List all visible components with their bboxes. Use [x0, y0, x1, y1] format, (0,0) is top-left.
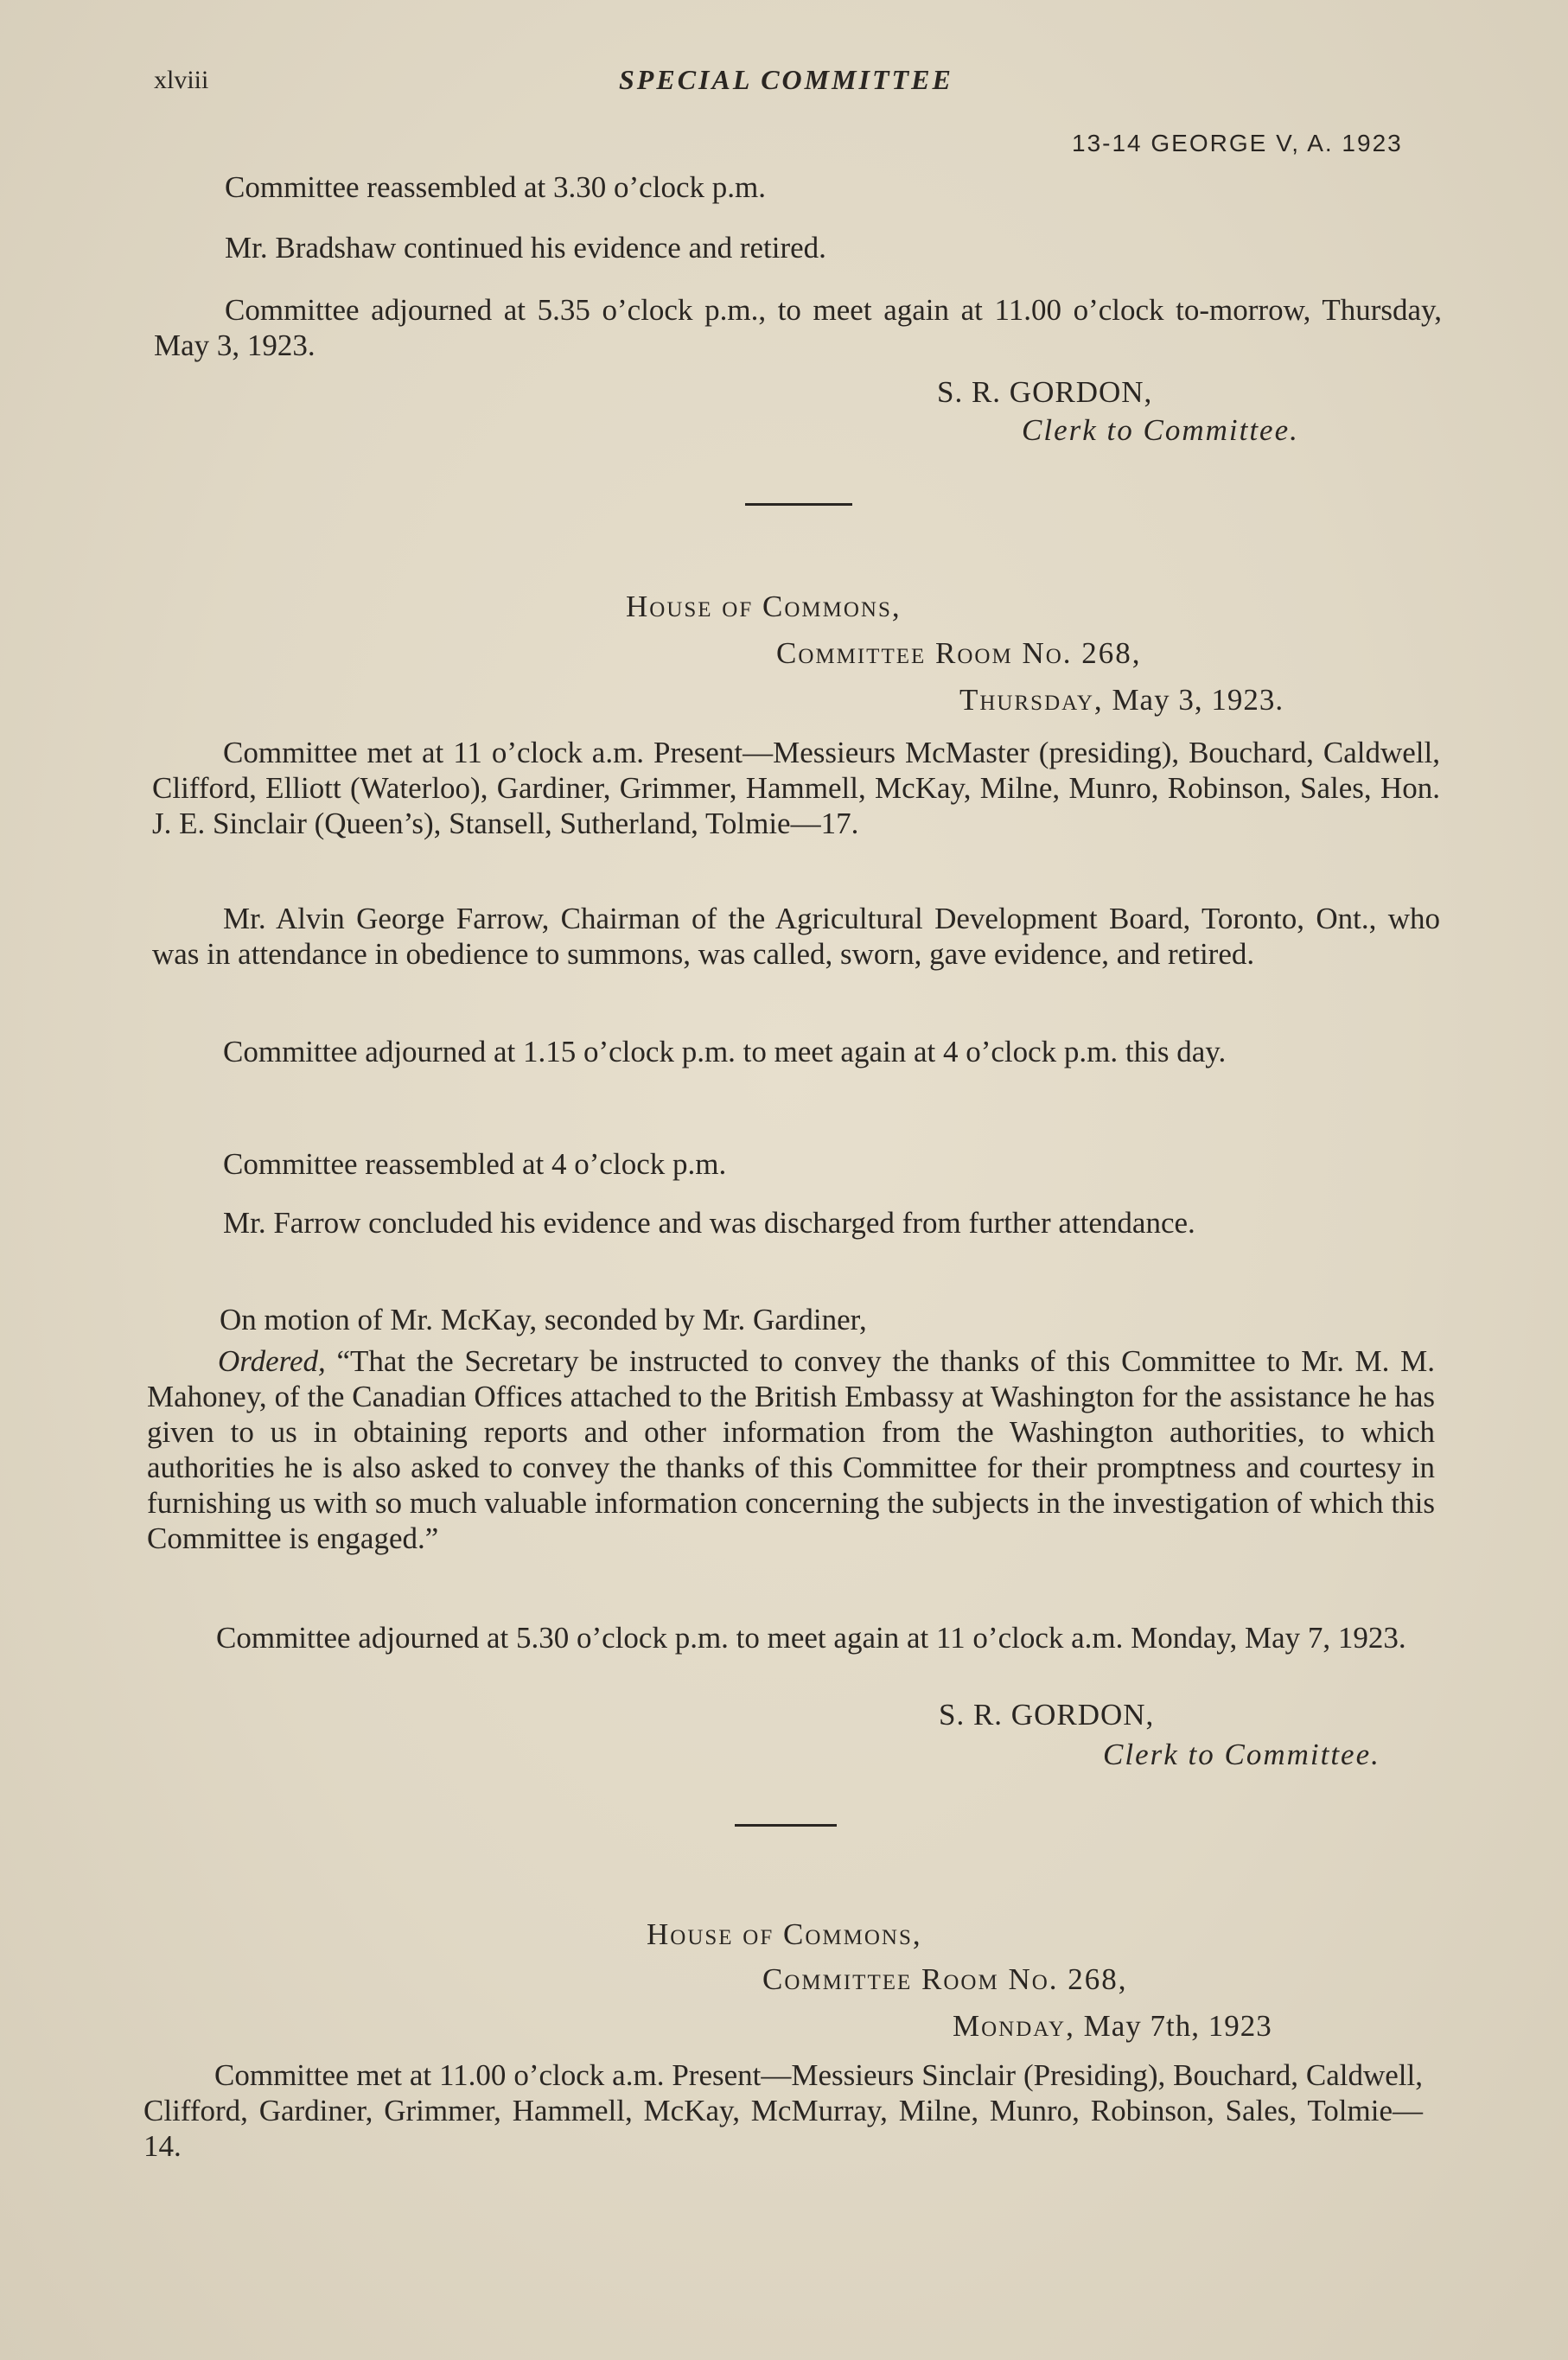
running-head: SPECIAL COMMITTEE [619, 64, 953, 95]
section2-paragraph [145, 1620, 1433, 1655]
section3-paragraph [143, 2057, 1423, 2164]
signature-name: S. R. GORDON, [937, 375, 1153, 409]
section1-paragraph [154, 169, 1442, 205]
section2-paragraph [152, 1205, 1440, 1241]
section3-day-text: Monday, [953, 2009, 1075, 2043]
section2-p8-text: Committee adjourned at 5.30 o’clock p.m. to meet again at 11 o’clock a.m. Monday, May 7, 1923. [216, 1621, 1406, 1655]
section1-p2-text: Mr. Bradshaw continued his evidence and retired. [225, 231, 826, 265]
section2-room-heading [776, 636, 1142, 671]
section2-p3-text: Committee adjourned at 1.15 o’clock p.m. to meet again at 4 o’clock p.m. this day. [223, 1035, 1227, 1068]
section2-house-heading [626, 590, 902, 624]
ordered-label: Ordered, [218, 1344, 326, 1378]
section2-p7-text: “That the Secretary be instructed to convey the thanks of this Committee to Mr. M. M. Mahoney, of the Canadian Offices attached to the British Embassy at Washington for the assistance he has given to us in obtaining reports and other information from the Washington authorities, to which authorities he is also asked to convey the thanks of this Committee for their promptness and courtesy in furnishing us with so much valuable information concerning the subjects in the investigation of which this Committee is engaged.” [147, 1344, 1436, 1555]
section2-paragraph [152, 1034, 1440, 1069]
section2-p1-text: Committee met at 11 o’clock a.m. Present—Messieurs McMaster (presiding), Bouchard, Caldwell, Clifford, Elliott (Waterloo), Gardiner, Grimmer, Hammell, McKay, Milne, Munro, Robinson, Sales, Hon. J. E. Sinclair (Queen’s), Stansell, Sutherland, Tolmie—17. [152, 736, 1440, 840]
section3-date-text: May 7th, 1923 [1083, 2009, 1272, 2043]
section2-order-paragraph [147, 1343, 1435, 1556]
section-divider [745, 503, 852, 506]
section3-room-text: Committee Room No. 268, [762, 1962, 1128, 1996]
session-label: 13-14 GEORGE V, A. 1923 [1072, 130, 1403, 156]
section2-paragraph [152, 901, 1440, 972]
signature-title: Clerk to Committee. [1103, 1738, 1380, 1771]
section3-house-heading [647, 1917, 922, 1952]
section2-p4-text: Committee reassembled at 4 o’clock p.m. [223, 1147, 727, 1181]
section2-p2-text: Mr. Alvin George Farrow, Chairman of the Agricultural Development Board, Toronto, Ont., who was in attendance in obedience to summons, was called, sworn, gave evidence, and retired. [152, 902, 1440, 971]
section1-p1-text: Committee reassembled at 3.30 o’clock p.m. [225, 170, 766, 204]
section2-room-text: Committee Room No. 268, [776, 636, 1142, 670]
section1-paragraph [154, 230, 1442, 265]
page-number: xlviii [154, 66, 209, 94]
section3-p1-text: Committee met at 11.00 o’clock a.m. Present—Messieurs Sinclair (Presiding), Bouchard, Caldwell, Clifford, Gardiner, Grimmer, Hammell, McKay, McMurray, Milne, Munro, Robinson, Sales, Tolmie—14. [143, 2058, 1423, 2163]
section2-paragraph [152, 1146, 1440, 1182]
section3-date-heading [953, 2009, 1272, 2044]
section2-date-heading [959, 683, 1284, 718]
signature-name: S. R. GORDON, [939, 1698, 1155, 1732]
section2-p6-text: On motion of Mr. McKay, seconded by Mr. Gardiner, [220, 1303, 867, 1336]
section2-paragraph [152, 735, 1440, 841]
section-divider [735, 1824, 837, 1827]
section2-p5-text: Mr. Farrow concluded his evidence and was discharged from further attendance. [223, 1206, 1195, 1240]
section3-room-heading [762, 1962, 1128, 1997]
section1-p3-text: Committee adjourned at 5.35 o’clock p.m., to meet again at 11.00 o’clock to-morrow, Thursday, May 3, 1923. [154, 293, 1442, 362]
signature-title: Clerk to Committee. [1022, 413, 1299, 447]
section1-paragraph [154, 292, 1442, 363]
section2-house-text: House of Commons, [626, 590, 902, 623]
section3-house-text: House of Commons, [647, 1917, 922, 1951]
section2-paragraph [149, 1302, 1437, 1337]
section2-day-text: Thursday, [959, 683, 1104, 717]
section2-date-text: May 3, 1923. [1112, 683, 1284, 717]
